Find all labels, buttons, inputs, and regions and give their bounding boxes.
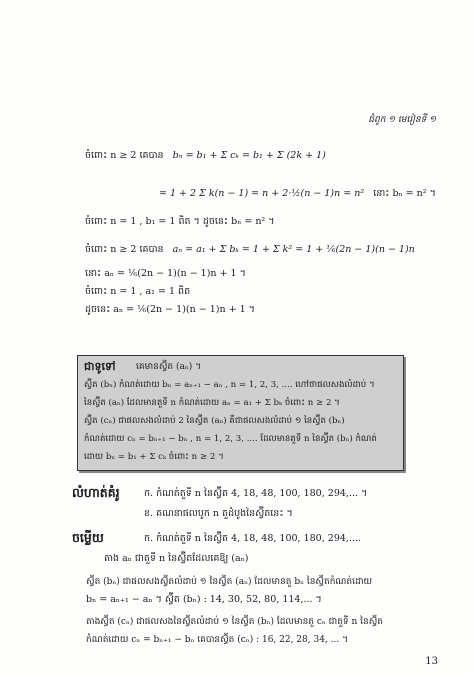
exercise-label: លំហាត់គំរូ [72,485,120,500]
exercise-item-b: ខ. គណនាផលបូក n តួដំបូងនៃស្វ៊ីតនេះ ។ [144,508,293,519]
general-note-line-2: ស្វ៊ីត (bₙ) កំណត់ដោយ bₙ = aₙ₊₁ − aₙ , n = 1, 2, 3, .... ហៅថាផលសងលំដាប់ ។ [84,380,375,390]
general-note-title: ជាទូទៅ [84,360,116,373]
derivation-line-1-lead: ចំពោះ n ≥ 2 គេបាន [85,150,164,161]
general-note-line-6: ដោយ bₙ = b₁ + Σ cₖ ចំពោះ n ≥ 2 ។ [84,452,224,462]
general-note-line-5: កំណត់ដោយ cₙ = bₙ₊₁ − bₙ , n = 1, 2, 3, .... ដែលមានតួទី n នៃស្វ៊ីត (bₙ) កំណត់ [84,434,377,444]
answer-line-5: តាងស្វ៊ីត (cₙ) ជាផលសងនៃស្វ៊ីតលំដាប់ ១ នៃស្វ៊ីត (bₙ) ដែលមានតួ cₙ ជាតួទី n នៃស្វ៊ីត [86,617,384,627]
derivation-line-2 [159,188,436,200]
general-note-line-1: គេមានស្វ៊ីត (aₙ) ។ [136,362,202,372]
general-note-box [77,355,404,471]
answer-line-3: ស្វ៊ីត (bₙ) ជាផលសងស្វ៊ីតលំដាប់ ១ នៃស្វ៊ីត (aₙ) ដែលមានតួ bₙ នៃស្វ៊ីតកំណត់ដោយ [86,577,373,587]
derivation-line-1-eq: bₙ = b₁ + Σ cₖ = b₁ + Σ (2k + 1) [172,150,326,161]
answer-line-2: តាង aₙ ជាតួទី n នៃស្វ៊ីតដែលគេឱ្យ (aₙ) [104,553,249,564]
derivation-line-4-eq: aₙ = a₁ + Σ bₖ = 1 + Σ k² = 1 + ⅙(2n − 1)(n − 1)n [172,244,415,255]
derivation-line-1 [85,150,326,162]
answer-line-4: bₙ = aₙ₊₁ − aₙ ។ ស្វ៊ីត (bₙ) : 14, 30, 52, 80, 114,... ។ [86,594,322,605]
chapter-header: ជំពូក ១ មេរៀនទី ១ [368,115,436,125]
page-number: 13 [425,656,438,667]
derivation-line-2-tail: នោះ bₙ = n² ។ [373,188,436,199]
derivation-line-6: ចំពោះ n = 1 , a₁ = 1 ពិត [85,286,191,297]
general-note-line-4: ស្វ៊ីត (cₙ) ជាផលសងលំដាប់ 2 នៃស្វ៊ីត (aₙ) គឺជាផលសងលំដាប់ ១ នៃស្វ៊ីត (bₙ) [84,416,345,426]
answer-line-1: ក. កំណត់តួទី n នៃស្វ៊ីត 4, 18, 48, 100, 180, 294,.... [144,533,362,544]
derivation-line-4 [85,244,415,256]
derivation-line-5: នោះ aₙ = ⅙(2n − 1)(n − 1)n + 1 ។ [85,268,246,279]
derivation-line-4-lead: ចំពោះ n ≥ 2 គេបាន [85,244,164,255]
derivation-line-7: ដូចនេះ aₙ = ⅙(2n − 1)(n − 1)n + 1 ។ [85,304,255,315]
derivation-line-3: ចំពោះ n = 1 , b₁ = 1 ពិត ។ ដូចនេះ bₙ = n² ។ [85,216,275,227]
exercise-item-a: ក. កំណត់តួទី n នៃស្វ៊ីត 4, 18, 48, 100, 180, 294,... ។ [144,488,368,499]
answer-line-6: កំណត់ដោយ cₙ = bₙ₊₁ − bₙ គេបានស្វ៊ីត (cₙ) : 16, 22, 28, 34, ... ។ [86,635,349,645]
general-note-line-3: នៃស្វ៊ីត (aₙ) ដែលមានតួទី n កំណត់ដោយ aₙ = a₁ + Σ bₖ ចំពោះ n ≥ 2 ។ [84,398,340,408]
answer-label: ចម្លើយ [72,530,104,545]
derivation-line-2-eq: = 1 + 2 Σ k(n − 1) = n + 2·½(n − 1)n = n² [159,188,365,199]
